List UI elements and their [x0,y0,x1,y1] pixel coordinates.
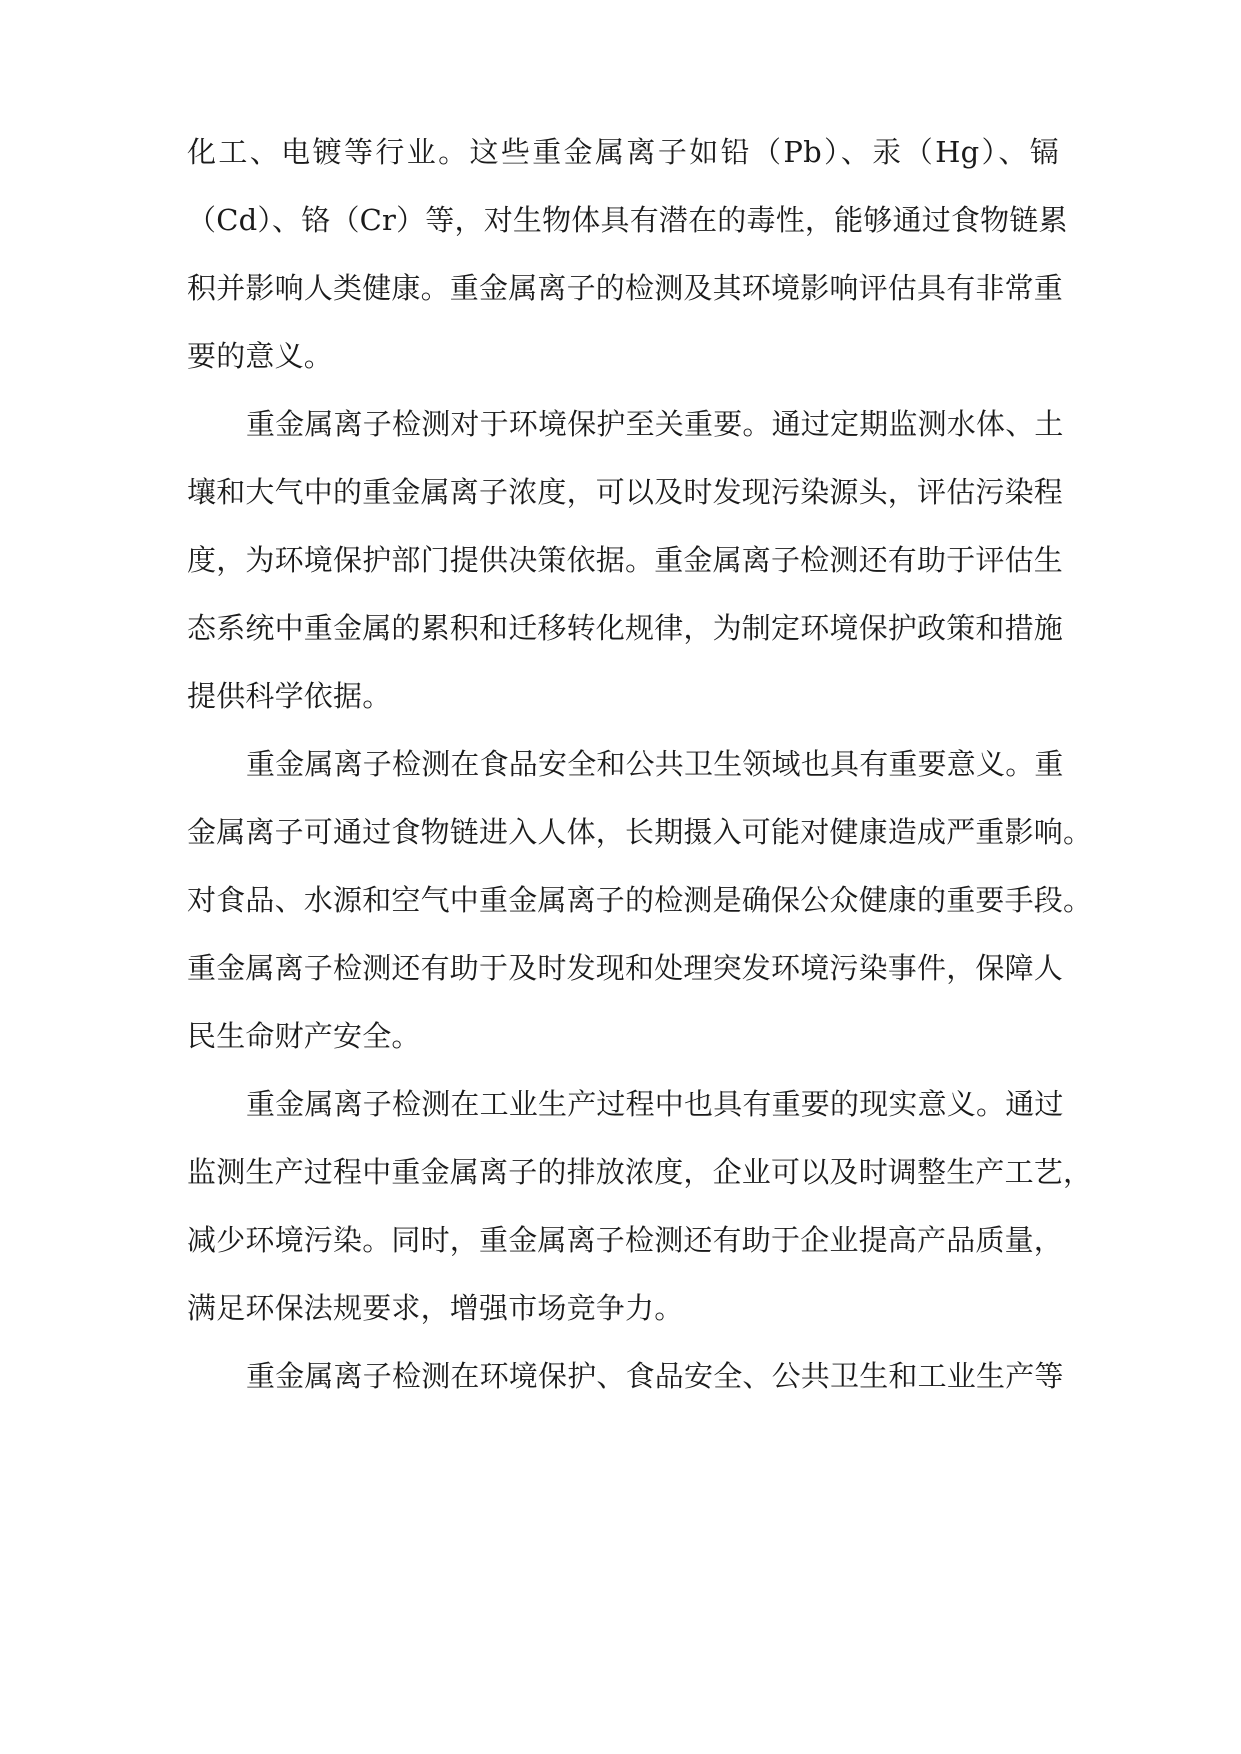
paragraph-first-line: 重金属离子检测在工业生产过程中也具有重要的现实意义。通过 [246,1087,1064,1121]
text-line: （Cd）、铬（Cr）等，对生物体具有潜在的毒性，能够通过食物链累 [187,203,1068,237]
text-line: 重金属离子检测还有助于及时发现和处理突发环境污染事件，保障人 [187,951,1064,985]
text-line: 满足环保法规要求，增强市场竞争力。 [187,1291,684,1325]
text-line: 态系统中重金属的累积和迁移转化规律，为制定环境保护政策和措施 [187,611,1064,645]
paragraph-first-line: 重金属离子检测在食品安全和公共卫生领域也具有重要意义。重 [246,747,1064,781]
text-line: 壤和大气中的重金属离子浓度，可以及时发现污染源头，评估污染程 [187,475,1064,509]
text-line: 监测生产过程中重金属离子的排放浓度，企业可以及时调整生产工艺， [187,1155,1093,1189]
text-line: 减少环境污染。同时，重金属离子检测还有助于企业提高产品质量， [187,1223,1064,1257]
paragraph-first-line: 重金属离子检测对于环境保护至关重要。通过定期监测水体、土 [246,407,1064,441]
text-line: 金属离子可通过食物链进入人体，长期摄入可能对健康造成严重影响。 [187,815,1093,849]
text-line: 对食品、水源和空气中重金属离子的检测是确保公众健康的重要手段。 [187,883,1093,917]
text-line: 度，为环境保护部门提供决策依据。重金属离子检测还有助于评估生 [187,543,1064,577]
text-line: 民生命财产安全。 [187,1019,421,1053]
text-line: 要的意义。 [187,339,334,373]
text-line: 积并影响人类健康。重金属离子的检测及其环境影响评估具有非常重 [187,271,1064,305]
paragraph-first-line: 重金属离子检测在环境保护、食品安全、公共卫生和工业生产等 [246,1359,1064,1393]
text-line: 提供科学依据。 [187,679,392,713]
text-line: 化工、电镀等行业。这些重金属离子如铅（Pb）、汞（Hg）、镉 [187,135,1059,169]
